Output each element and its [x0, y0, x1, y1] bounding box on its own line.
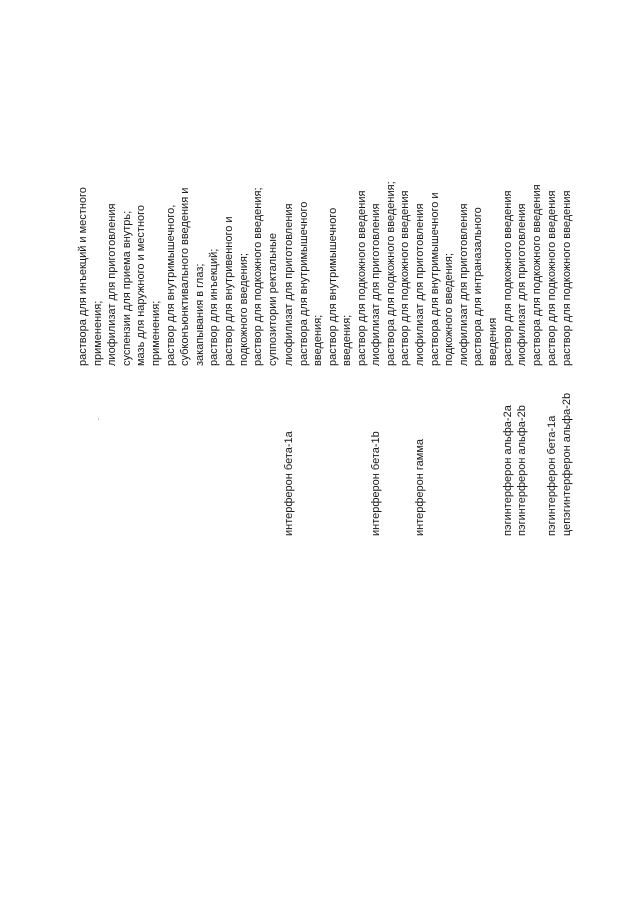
dosage-form-line: введения; [341, 314, 354, 366]
dosage-form-line: лиофилизат для приготовления [457, 203, 470, 366]
drug-name: пэгинтерферон бета-1a [546, 415, 558, 536]
drug-name: пэгинтерферон альфа-2b [516, 405, 528, 536]
rotated-drug-table [76, 116, 573, 536]
dosage-form-line: раствор для подкожного введения [502, 190, 514, 366]
dosage-form-line: субконъюнктивального введения и [179, 187, 192, 366]
dosage-form-line: лиофилизат для приготовления [516, 203, 528, 366]
dosage-forms [501, 116, 516, 366]
dosage-forms [515, 116, 544, 366]
dosage-form-line: раствор для подкожного введения [399, 190, 412, 366]
dosage-form-line: раствора для подкожного введения [530, 184, 543, 366]
dosage-form-line: раствора для внутримышечного [297, 201, 310, 366]
dosage-form-line: раствор для внутримышечного, [164, 204, 177, 366]
dosage-form-line: суспензии для приема внутрь; [120, 210, 133, 366]
dosage-forms [545, 116, 560, 366]
dosage-form-line: суппозитории ректальные [266, 232, 279, 366]
dosage-form-line: применения; [149, 300, 162, 366]
dosage-form-line: лиофилизат для приготовления [106, 203, 119, 366]
drug-name: интерферон бета-1b [370, 431, 382, 536]
dosage-form-line: введения; [312, 314, 325, 366]
drug-name: пэгинтерферон альфа-2a [502, 405, 514, 536]
dosage-forms [76, 116, 280, 366]
dosage-form-line: подкожного введения; [237, 253, 250, 366]
drug-name: цепэгинтерферон альфа-2b [561, 392, 573, 536]
drug-name: интерферон бета-1a [283, 431, 295, 536]
dosage-form-line: мазь для наружного и местного [135, 204, 148, 366]
dosage-form-line: раствор для подкожного введения [546, 190, 558, 366]
dosage-form-line: лиофилизат для приготовления [283, 203, 295, 366]
dosage-form-line: раствор для подкожного введения; [252, 187, 265, 366]
dosage-form-line: раствора для подкожного введения; [384, 181, 397, 366]
dosage-form-line: раствор для подкожного введения [561, 190, 573, 366]
dosage-form-line: закапывания в глаз; [193, 263, 206, 366]
dosage-form-line: раствор для внутривенного и [222, 216, 235, 366]
dosage-form-line: лиофилизат для приготовления [414, 203, 426, 366]
dosage-form-line: применения; [91, 300, 104, 366]
dosage-forms [282, 116, 370, 366]
dosage-form-line: раствора для интраназального [472, 207, 485, 366]
dosage-form-line: раствора для инъекций и местного [77, 187, 89, 366]
dosage-form-line: введения [486, 317, 499, 366]
dosage-form-line: раствор для внутримышечного [326, 207, 339, 366]
dosage-form-line: подкожного введения; [443, 253, 456, 366]
dosage-form-line: лиофилизат для приготовления [370, 203, 382, 366]
dosage-forms [413, 116, 501, 366]
dosage-forms [369, 116, 413, 366]
dosage-form-line: раствор для инъекций; [208, 248, 221, 366]
dosage-form-line: раствор для подкожного введения [355, 190, 368, 366]
drug-name: интерферон гамма [414, 438, 426, 536]
dosage-forms [560, 116, 575, 366]
dosage-form-line: раствора для внутримышечного и [428, 192, 441, 366]
